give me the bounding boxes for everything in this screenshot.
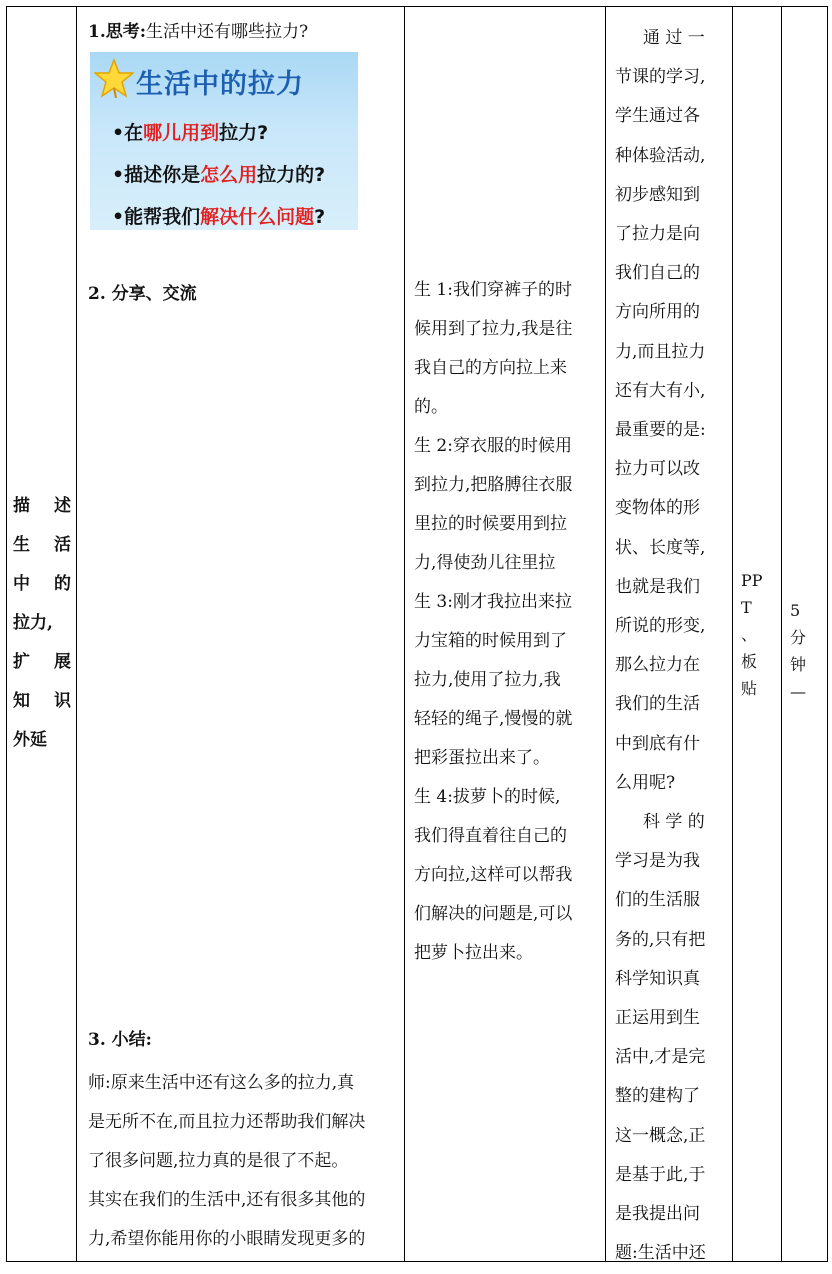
stage-cell xyxy=(7,7,76,1261)
design-intent-line: 通 过 一 xyxy=(643,28,705,48)
design-intent-line: 了拉力是向 xyxy=(615,224,700,245)
slide-item xyxy=(112,160,325,187)
slide-item xyxy=(112,202,325,229)
student-response-line: 的。 xyxy=(414,397,448,417)
summary-text xyxy=(88,1064,394,1259)
time-text xyxy=(790,597,806,705)
summary-line: 了很多问题,拉力真的是很了不起。 xyxy=(88,1151,349,1171)
student-response-line: 候用到了拉力,我是往 xyxy=(414,319,573,339)
stage-title-char: 生 xyxy=(13,535,30,555)
design-intent-line: 还有大有小, xyxy=(615,380,706,401)
question-3-text: 3. 小结: xyxy=(88,1030,152,1050)
media-line: 贴 xyxy=(741,679,758,698)
summary-line: 力,希望你能用你的小眼睛发现更多的 xyxy=(88,1229,366,1249)
media-line: T xyxy=(741,598,752,617)
design-intent-line: 么用呢? xyxy=(615,772,676,793)
stage-title-line xyxy=(13,643,71,682)
slide-item-highlight: 怎么用 xyxy=(200,164,258,186)
student-response-line: 生 2:穿衣服的时候用 xyxy=(414,436,572,456)
design-intent-line: 这一概念,正 xyxy=(615,1125,706,1146)
student-response-line: 轻轻的绳子,慢慢的就 xyxy=(414,709,573,729)
slide-item-text: •能帮我们 xyxy=(112,206,201,228)
design-intent-line: 题:生活中还 xyxy=(615,1243,706,1264)
media-text xyxy=(741,567,763,702)
question-2 xyxy=(88,281,197,307)
student-response-line: 方向拉,这样可以帮我 xyxy=(414,865,573,885)
teacher-activity-cell xyxy=(76,7,404,1261)
design-intent-line: 也就是我们 xyxy=(615,576,700,597)
student-response-line: 生 1:我们穿裤子的时 xyxy=(414,280,572,300)
design-intent-line: 变物体的形 xyxy=(615,498,700,519)
design-intent-line: 最重要的是: xyxy=(615,420,706,441)
stage-title-char: 述 xyxy=(54,496,71,516)
student-response-line: 到拉力,把胳膊往衣服 xyxy=(414,475,573,495)
design-intent-line: 我们自己的 xyxy=(615,263,700,284)
summary-line: 其实在我们的生活中,还有很多其他的 xyxy=(88,1190,366,1210)
stage-title-char: 外延 xyxy=(13,730,47,750)
design-intent-line: 那么拉力在 xyxy=(615,655,700,676)
student-response-line: 拉力,使用了拉力,我 xyxy=(414,670,561,690)
design-intent-line: 状、长度等, xyxy=(615,537,706,558)
student-response-line: 生 4:拔萝卜的时候, xyxy=(414,787,561,807)
design-intent-line: 我们的生活 xyxy=(615,694,700,715)
student-responses xyxy=(414,271,598,973)
slide-title: 生活中的拉力 xyxy=(136,69,304,100)
design-intent-line: 科 学 的 xyxy=(643,812,705,833)
stage-title-line xyxy=(13,487,71,526)
student-response-line: 我自己的方向拉上来 xyxy=(414,358,567,378)
media-line: 板 xyxy=(741,652,758,671)
design-intent-line: 是基于此,于 xyxy=(615,1164,706,1185)
design-intent-line: 拉力可以改 xyxy=(615,459,700,480)
design-intent-line: 种体验活动, xyxy=(615,145,706,166)
stage-title-char: 描 xyxy=(13,496,30,516)
design-intent-text xyxy=(615,19,725,1274)
slide-item-text: •在 xyxy=(112,122,144,144)
slide-item xyxy=(112,118,268,145)
media-line: PP xyxy=(741,571,763,590)
student-response-line: 把萝卜拉出来。 xyxy=(414,943,533,963)
design-intent-line: 学生通过各 xyxy=(615,106,700,127)
design-intent-line: 节课的学习, xyxy=(615,67,706,88)
design-intent-line: 所说的形变, xyxy=(615,616,706,637)
stage-title-line xyxy=(13,565,71,604)
stage-title-char: 的 xyxy=(54,574,71,594)
summary-line: 是无所不在,而且拉力还帮助我们解决 xyxy=(88,1112,366,1132)
stage-title-char: 中 xyxy=(13,574,30,594)
time-cell xyxy=(781,7,827,1261)
design-intent-line: 是我提出问 xyxy=(615,1204,700,1225)
slide-item-text: 拉力? xyxy=(219,122,269,144)
slide-item-highlight: 哪儿用到 xyxy=(143,122,220,144)
student-response-line: 们解决的问题是,可以 xyxy=(414,904,573,924)
design-intent-line: 初步感知到 xyxy=(615,184,700,205)
question-3 xyxy=(88,1027,152,1053)
star-icon xyxy=(94,58,134,98)
stage-title-line xyxy=(13,682,71,721)
time-line: — xyxy=(790,682,806,701)
stage-title-line xyxy=(13,526,71,565)
time-line: 5 xyxy=(790,601,801,620)
stage-title-line xyxy=(13,604,71,643)
student-response-line: 里拉的时候要用到拉 xyxy=(414,514,567,534)
question-2-text: 2. 分享、交流 xyxy=(88,284,197,304)
design-intent-line: 正运用到生 xyxy=(615,1008,700,1029)
design-intent-line: 活中,才是完 xyxy=(615,1047,706,1068)
question-1 xyxy=(88,19,308,45)
stage-title-char: 展 xyxy=(54,652,71,672)
stage-title xyxy=(13,487,71,760)
student-response-line: 生 3:刚才我拉出来拉 xyxy=(414,592,572,612)
stage-title-char: 识 xyxy=(54,691,71,711)
time-line: 分 xyxy=(790,628,807,647)
media-cell xyxy=(732,7,781,1261)
student-response-line: 力宝箱的时候用到了 xyxy=(414,631,567,651)
lesson-table xyxy=(6,6,828,1262)
stage-title-char: 扩 xyxy=(13,652,30,672)
slide-item-text: 拉力的? xyxy=(257,164,326,186)
student-response-line: 力,得使劲儿往里拉 xyxy=(414,553,556,573)
slide-image xyxy=(90,52,358,230)
question-1-label: 思考: xyxy=(105,22,147,42)
question-1-text: 生活中还有哪些拉力? xyxy=(146,22,309,42)
question-1-number: 1. xyxy=(88,22,106,42)
time-line: 钟 xyxy=(790,655,807,674)
student-response-line: 把彩蛋拉出来了。 xyxy=(414,748,550,768)
stage-title-line xyxy=(13,721,71,760)
student-response-line: 我们得直着往自己的 xyxy=(414,826,567,846)
design-intent-line: 整的建构了 xyxy=(615,1086,700,1107)
design-intent-cell xyxy=(605,7,732,1264)
design-intent-line: 力,而且拉力 xyxy=(615,341,706,362)
media-line: 、 xyxy=(741,625,758,644)
design-intent-line: 们的生活服 xyxy=(615,890,700,911)
student-activity-cell xyxy=(404,7,605,1261)
summary-line: 师:原来生活中还有这么多的拉力,真 xyxy=(88,1073,355,1093)
design-intent-line: 中到底有什 xyxy=(615,733,700,754)
slide-item-text: •描述你是 xyxy=(112,164,201,186)
stage-title-char: 拉力, xyxy=(13,613,53,633)
design-intent-line: 方向所用的 xyxy=(615,302,700,323)
stage-title-char: 知 xyxy=(13,691,30,711)
slide-item-text: ? xyxy=(314,206,326,228)
design-intent-line: 学习是为我 xyxy=(615,851,700,872)
design-intent-line: 科学知识真 xyxy=(615,968,700,989)
stage-title-char: 活 xyxy=(54,535,71,555)
design-intent-line: 务的,只有把 xyxy=(615,929,706,950)
slide-item-highlight: 解决什么问题 xyxy=(200,206,315,228)
